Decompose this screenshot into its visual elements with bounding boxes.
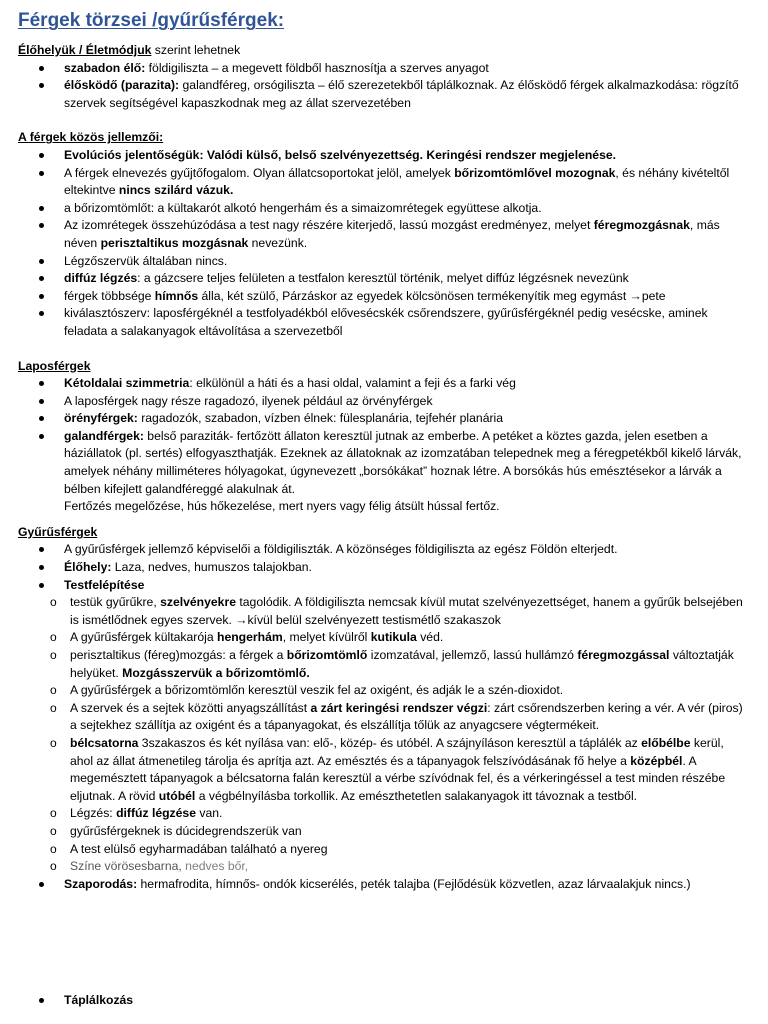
list-item [18,541,750,559]
list-item [18,200,750,218]
item-bold: diffúz légzés [64,271,138,286]
item-bold: féregmozgással [577,648,670,662]
item-bold: perisztaltikus mozgásnak [100,235,249,250]
list-item [18,288,750,306]
habitat-list [18,60,750,113]
item-text: változtatják helyüket. [70,648,734,680]
item-text: földigiliszta – a megevett földből hasznosítja a szerves anyagot [145,60,489,75]
common-traits-list [18,147,750,341]
item-bold: Mozgásszervük a bőrizomtömlő. [122,665,310,680]
item-text: A férgek elnevezés gyűjtőfogalom. Olyan állatcsoportokat jelöl, amelyek [64,165,455,180]
list-item [18,270,750,288]
sub-item [44,594,750,629]
item-text: kerül, ahol az állat átmenetileg tárolja és aprítja azt. Az emésztés és a tápanyagok felszívódásának fő helye a [70,735,724,768]
structure-sublist [64,594,750,876]
item-text: 3szakaszos és két nyílása van: elő-, közép- és utóbél. A szájnyíláson keresztül a táplálék az [138,735,642,750]
item-bold: hengerhám [217,630,283,645]
item-bold: Evolúciós jelentőségük: Valódi külső, belső szelvényezettség. Keringési rendszer megjelenése. [64,147,617,162]
sub-item [44,823,750,841]
list-item [18,305,750,340]
item-bold: nincs szilárd vázuk. [118,183,234,198]
item-text: a végbélnyílásba torkollik. Az emészthetetlen salakanyagok itt távoznak a testből. [195,788,638,803]
sub-item [44,735,750,805]
item-continuation: Fertőzés megelőzése, hús hőkezelése, mert nyers vagy félig átsült hússal fertőz. [64,499,500,514]
item-text: férgek többsége [64,288,155,303]
feeding-list [18,992,750,1010]
item-bold: féregmozgásnak [593,218,690,233]
list-item [18,60,750,78]
list-item [18,876,750,894]
item-bold: bőrizomtömlővel mozognak [454,165,616,180]
ringworms-heading: Gyűrűsférgek [18,524,98,539]
list-item [18,577,750,876]
item-text: A test elülső egyharmadában található a nyereg [70,841,328,856]
item-text: galandféreg, orsógiliszta – élő szerezetekből táplálkoznak. Az élősködő férgek alkalmazkodása: rögzítő szervek segítségével kapaszkodnak meg az állat szervezetében [64,78,739,110]
item-bold: szabadon élő: [64,60,146,75]
list-item [18,410,750,428]
list-item [18,253,750,271]
item-text: perisztaltikus (féreg)mozgás: a férgek a [70,648,287,662]
sub-item [44,841,750,859]
item-text: , és néhány kivételtől eltekintve [64,165,730,198]
item-text: testük gyűrűkre, [70,595,161,610]
common-traits-heading: A férgek közös jellemzői: [18,130,164,145]
item-muted-text: nedves bőr, [185,859,249,874]
item-bold: galandférgek: [64,428,144,443]
item-bold: szelvényekre [160,595,236,610]
item-bold: kutikula [370,630,417,645]
sub-item [44,805,750,823]
item-bold: élősködő (parazita): [64,78,180,93]
item-bold: előbélbe [641,735,691,750]
item-text: A laposférgek nagy része ragadozó, ilyenek például az örvényférgek [64,393,433,408]
item-bold: középbél [630,753,683,768]
item-text: . A megemésztett tápanyagok a bélcsatorna falán keresztül a vérbe szívódnak fel, és a vérkeringéssel a test minden részébe eljutnak. A rövid [70,753,726,803]
item-text: : elkülönül a háti és a hasi oldal, valamint a feji és a farki vég [189,376,516,391]
flatworms-heading: Laposférgek [18,358,91,373]
item-text: Légzőszervük általában nincs. [64,253,228,268]
list-item [18,559,750,577]
item-bold: a zárt keringési rendszer végzi [310,700,488,715]
item-text: kiválasztószerv: laposférgéknél a testfolyadékból elővesécskék csőrendszere, gyűrűsférgéknél pedig vesécske, aminek feladata a salakanyagok eltávolítása a szervezetből [64,306,708,338]
feeding-label: Táplálkozás [64,993,134,1007]
item-text: A szervek és a sejtek közötti anyagszállítást [70,700,311,715]
item-bold: Szaporodás: [64,876,138,891]
list-item [18,393,750,411]
item-text: belső paraziták- fertőzött állaton keresztül jutnak az emberbe. A petéket a köztes gazda, jelen esetben a háziállatok (pl. sertés) elfogyaszthatják. Ezeknek az állatoknak az izomzatában telepednek meg a féregpetékből kikelő lárvák, amelyek néhány milliméteres hólyagokat, úgynevezett „borsókákat” hoznak létre. A borsókás hús emésztésekor a lárvák a bélben kifejlett galandféreggé alakulnak át. [64,428,742,496]
structure-label: Testfelépítése [64,577,145,592]
item-text: hermafrodita, hímnős- ondók kicserélés, peték talajba (Fejlődésük közvetlen, azaz lárvaalakjuk nincs.) [137,876,691,891]
sub-item [44,629,750,647]
item-bold: Kétoldalai szimmetria [64,376,190,391]
list-item [18,165,750,200]
list-item [18,77,750,112]
item-text: nevezünk. [248,235,308,250]
page-title: Férgek törzsei /gyűrűsférgek: [18,10,285,31]
list-item [18,217,750,252]
item-text: , melyet kívülről [282,630,371,645]
item-text: Színe vörösesbarna, [70,859,186,874]
item-bold: hímnős [154,288,199,303]
item-text: Az izomrétegek összehúzódása a test nagy részére kiterjedő, lassú mozgást eredményez, melyet [64,218,594,233]
item-text: A gyűrűsférgek jellemző képviselői a földigiliszták. A közönséges földigiliszta az egész Földön elterjedt. [64,542,618,557]
list-item [18,428,750,516]
item-bold: diffúz légzése [116,806,196,821]
item-bold: bélcsatorna [70,735,139,750]
item-bold: utóbél [158,788,196,803]
item-text: véd. [416,630,444,645]
item-text: Légzés: [70,806,117,821]
item-text: ragadozók, szabadon, vízben élnek: fülesplanária, tejfehér planária [137,411,504,426]
sub-item [44,647,750,682]
item-text: Laza, nedves, humuszos talajokban. [111,560,312,575]
flatworms-list [18,375,750,516]
item-text: : a gázcsere teljes felületen a testfalon keresztül történik, melyet diffúz légzésnek nevezünk [137,271,629,286]
item-text: gyűrűsférgeknek is dúcidegrendszerük van [70,823,302,838]
item-bold: bőrizomtömlő [286,648,368,662]
sub-item [44,682,750,700]
ringworms-list [18,541,750,893]
item-text: A gyűrűsférgek a bőrizomtömlőn keresztül veszik fel az oxigént, és adják le a szén-dioxidot. [70,683,564,698]
habitat-heading [18,42,750,60]
item-text: tagolódik. A földigiliszta nemcsak kívül mutat szelvényezettséget, hanem a gyűrűk belsejében is ismétlődnek egyes szervek. →kívül belül szelvényezett testismétlő szakaszok [70,595,743,627]
sub-item [44,858,750,876]
item-text: A gyűrűsférgek kültakarója [70,630,218,645]
list-item [18,375,750,393]
item-text: van. [196,806,223,821]
item-text: a bőrizomtömlőt: a kültakarót alkotó hengerhám és a simaizomrétegek együttese alkotja. [64,200,542,215]
item-bold: Élőhely: [64,560,112,575]
habitat-label-rest: szerint lehetnek [151,43,241,57]
item-text: izomzatával, jellemző, lassú hullámzó [367,648,578,662]
item-bold: örényférgek: [64,411,138,426]
sub-item [44,700,750,735]
item-text: : zárt csőrendszerben kering a vér. A vér (piros) a sejtekhez szállítja az oxigént és a tápanyagokat, és elszállítja tőlük az anyagcsere végtermékeit. [70,700,743,733]
list-item [18,147,750,165]
item-text: , más néven [64,218,720,250]
item-text: álla, két szülő, Párzáskor az egyedek kölcsönösen termékenyítik meg egymást →pete [198,288,666,303]
list-item [18,992,750,1010]
habitat-label: Élőhelyük / Életmódjuk [18,43,152,57]
